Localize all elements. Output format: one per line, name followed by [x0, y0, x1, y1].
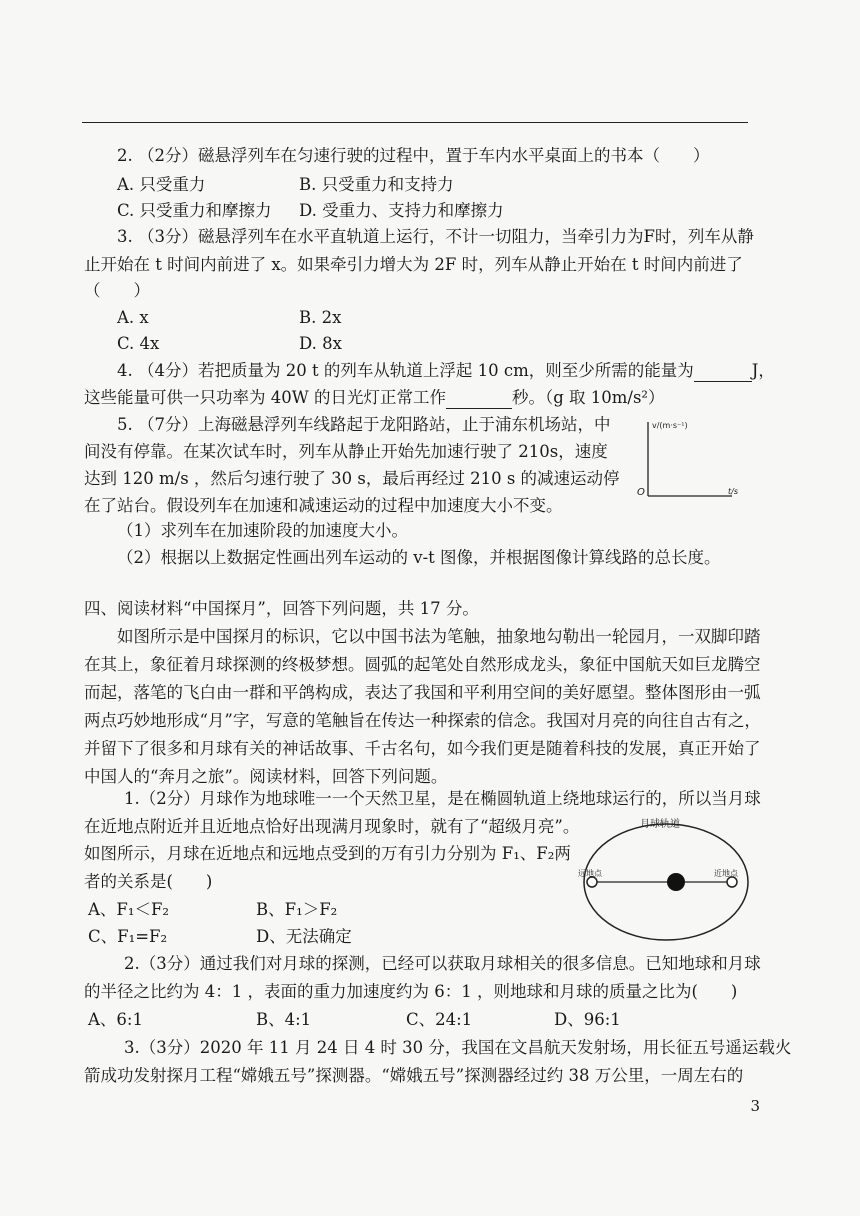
- s4q2-option-a: A、6:1: [88, 1010, 143, 1029]
- q2-stem: 2. （2分）磁悬浮列车在匀速行驶的过程中，置于车内水平桌面上的书本（ ）: [117, 146, 710, 165]
- header-rule: [82, 122, 748, 123]
- q3-line3: （ ）: [84, 281, 150, 300]
- section4-para-line6: 中国人的“奔月之旅”。阅读材料，回答下列问题。: [84, 767, 448, 786]
- q5-line3: 达到 120 m/s ，然后匀速行驶了 30 s，最后再经过 210 s 的减速运动停: [84, 469, 620, 488]
- s4q1-option-b: B、F₁＞F₂: [256, 900, 338, 919]
- q5-sub1: （1）求列车在加速阶段的加速度大小。: [117, 521, 408, 540]
- section4-para-line5: 并留下了很多和月球有关的神话故事、千古名句，如今我们更是随着科技的发展，真正开始了: [84, 739, 761, 758]
- q5-sub2: （2）根据以上数据定性画出列车运动的 v-t 图像，并根据图像计算线路的总长度。: [117, 548, 721, 567]
- q3-line2: 止开始在 t 时间内前进了 x。如果牵引力增大为 2F 时，列车从静止开始在 t 时间内前进了: [84, 255, 743, 274]
- s4q1-option-a: A、F₁＜F₂: [88, 900, 170, 919]
- q2-option-c: C. 只受重力和摩擦力: [117, 201, 272, 220]
- s4q1-line2: 在近地点附近并且近地点恰好出现满月现象时，就有了“超级月亮”。: [84, 817, 580, 836]
- q4-line2-text: 这些能量可供一只功率为 40W 的日光灯正常工作: [84, 388, 446, 407]
- q4-line1-unit: J，: [751, 361, 775, 380]
- far-point-label: 远地点: [578, 869, 602, 878]
- q5-line1: 5. （7分）上海磁悬浮列车线路起于龙阳路站，止于浦东机场站，中: [117, 415, 611, 434]
- vt-graph-ylabel: v/(m·s⁻¹): [652, 421, 688, 430]
- q4-line2: [84, 388, 665, 409]
- q4-time-blank: [446, 388, 512, 409]
- q5-line2: 间没有停靠。在某次试车时，列车从静止开始先加速行驶了 210s，速度: [84, 442, 608, 461]
- section4-para-line4: 两点巧妙地形成“月”字，写意的笔触旨在传达一种探索的信念。我国对月亮的向往自古有之，: [84, 711, 761, 730]
- moon-near-dot: [727, 877, 737, 887]
- q2-option-d: D. 受重力、支持力和摩擦力: [299, 201, 504, 220]
- moon-orbit-diagram: [572, 812, 758, 952]
- s4q1-option-c: C、F₁=F₂: [88, 927, 168, 946]
- s4q2-line1: 2.（3分）通过我们对月球的探测，已经可以获取月球相关的很多信息。已知地球和月球: [124, 954, 761, 973]
- q4-line2-unit: 秒。（g 取 10m/s²）: [511, 388, 665, 407]
- s4q3-line2: 箭成功发射探月工程“嫦娥五号”探测器。“嫦娥五号”探测器经过约 38 万公里，一周左右的: [84, 1066, 744, 1085]
- s4q2-option-b: B、4:1: [256, 1010, 312, 1029]
- s4q1-line4: 者的关系是( ): [84, 872, 213, 891]
- q3-option-b: B. 2x: [299, 308, 342, 327]
- earth-dot: [667, 873, 685, 891]
- s4q1-option-d: D、无法确定: [256, 927, 352, 946]
- vt-graph-axes: [628, 414, 746, 506]
- section4-para-line1: 如图所示是中国探月的标识，它以中国书法为笔触，抽象地勾勒出一轮园月，一双脚印踏: [117, 627, 761, 646]
- q4-line1: [117, 361, 775, 382]
- s4q2-line2: 的半径之比约为 4：1 ，表面的重力加速度约为 6：1 ，则地球和月球的质量之比为( ): [84, 982, 738, 1001]
- q3-option-c: C. 4x: [117, 334, 160, 353]
- q2-option-b: B. 只受重力和支持力: [299, 175, 454, 194]
- s4q3-line1: 3.（3分）2020 年 11 月 24 日 4 时 30 分，我国在文昌航天发射场，用长征五号遥运载火: [124, 1038, 792, 1057]
- q3-option-a: A. x: [117, 308, 149, 327]
- near-point-label: 近地点: [714, 869, 738, 878]
- q5-line4: 在了站台。假设列车在加速和减速运动的过程中加速度大小不变。: [84, 496, 563, 515]
- section4-heading: 四、阅读材料“中国探月”，回答下列问题，共 17 分。: [84, 599, 479, 618]
- s4q2-option-c: C、24:1: [406, 1010, 473, 1029]
- s4q2-option-d: D、96:1: [554, 1010, 621, 1029]
- q3-option-d: D. 8x: [299, 334, 342, 353]
- moon-far-dot: [587, 877, 597, 887]
- page-number: 3: [750, 1097, 760, 1115]
- q3-line1: 3. （3分）磁悬浮列车在水平直轨道上运行，不计一切阻力，当牵引力为F时，列车从静: [117, 227, 754, 246]
- s4q1-line1: 1.（2分）月球作为地球唯一一个天然卫星，是在椭圆轨道上绕地球运行的，所以当月球: [124, 789, 761, 808]
- orbit-label: 月球轨道: [640, 819, 680, 830]
- vt-graph-xlabel: t/s: [728, 487, 738, 496]
- vt-graph-origin: O: [637, 487, 645, 498]
- section4-para-line2: 在其上，象征着月球探测的终极梦想。圆弧的起笔处自然形成龙头，象征中国航天如巨龙腾空: [84, 655, 761, 674]
- section4-para-line3: 而起，落笔的飞白由一群和平鸽构成，表达了我国和平利用空间的美好愿望。整体图形由一弧: [84, 683, 761, 702]
- q4-line1-text: 4. （4分）若把质量为 20 t 的列车从轨道上浮起 10 cm，则至少所需的能量为: [117, 361, 694, 380]
- q4-energy-blank: [694, 361, 752, 382]
- s4q1-line3: 如图所示，月球在近地点和远地点受到的万有引力分别为 F₁、F₂两: [84, 844, 571, 863]
- q2-option-a: A. 只受重力: [117, 175, 206, 194]
